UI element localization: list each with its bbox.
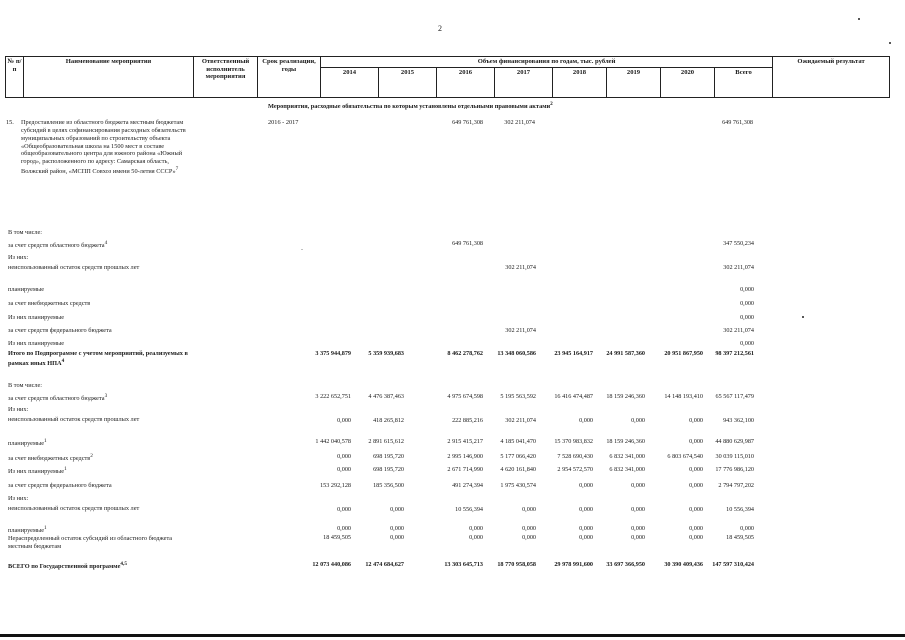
cell-value: 0,000	[689, 482, 703, 489]
cell-value: 44 880 629,987	[715, 438, 754, 445]
page-number: 2	[438, 24, 442, 33]
item-name	[21, 119, 189, 176]
row-label	[8, 438, 188, 448]
item-value-total: 649 761,308	[722, 119, 753, 126]
cell-value: 20 951 867,950	[664, 350, 703, 357]
cell-value: 1 975 430,574	[500, 482, 536, 489]
footnote-mark: 1	[43, 438, 47, 444]
cell-value: 943 362,100	[723, 417, 754, 424]
item-value-2017: 302 211,074	[504, 119, 535, 126]
row-label-text: Из них планируемые	[8, 314, 65, 321]
row-label-text: Из них:	[8, 406, 29, 413]
row-label-text: за счет внебюджетных средств	[8, 455, 91, 463]
col-name-header: Наименование мероприятия	[24, 57, 194, 98]
cell-value: 6 803 674,540	[667, 453, 703, 460]
cell-value: 0,000	[740, 314, 754, 321]
row-label	[8, 229, 188, 237]
row-label-text: неиспользованный остаток средств прошлых лет	[8, 264, 140, 271]
row-label	[8, 406, 188, 414]
cell-value: 153 292,128	[320, 482, 351, 489]
row-label-text: за счет средств областного бюджета	[8, 242, 105, 250]
cell-value: 33 697 366,950	[606, 561, 645, 568]
row-label-text: за счет внебюджетных средств	[8, 300, 91, 307]
year-header: 2017	[495, 67, 553, 97]
row-label-text: В том числе:	[8, 382, 43, 389]
cell-value: 8 462 278,762	[447, 350, 483, 357]
section-title-footnote: 2	[550, 101, 553, 107]
row-label-text: неиспользованный остаток средств прошлых лет	[8, 505, 140, 512]
cell-value: 0,000	[689, 525, 703, 532]
cell-value: 1 442 040,578	[315, 438, 351, 445]
year-header: 2016	[437, 67, 495, 97]
row-label	[8, 535, 188, 551]
year-header: 2014	[321, 67, 379, 97]
footnote-mark: 2	[90, 453, 93, 459]
cell-value: 18 459,505	[726, 534, 754, 541]
cell-value: 23 945 164,917	[554, 350, 593, 357]
cell-value: 0,000	[579, 417, 593, 424]
cell-value: 2 954 572,570	[557, 466, 593, 473]
cell-value: 3 222 652,751	[315, 393, 351, 400]
cell-value: 0,000	[579, 482, 593, 489]
cell-value: 649 761,308	[452, 240, 483, 247]
cell-value: 0,000	[689, 417, 703, 424]
cell-value: 0,000	[579, 525, 593, 532]
scan-speck	[889, 42, 891, 44]
row-label	[8, 314, 188, 322]
row-label	[8, 340, 188, 348]
row-label-text: планируемые	[8, 527, 44, 535]
row-label-text: планируемые	[8, 286, 44, 293]
row-label-text: за счет средств областного бюджета	[8, 395, 105, 403]
row-label	[8, 382, 188, 390]
cell-value: 0,000	[337, 453, 351, 460]
cell-value: 147 597 310,424	[712, 561, 754, 568]
year-header: 2015	[379, 67, 437, 97]
cell-value: 4 975 674,598	[447, 393, 483, 400]
cell-value: 65 567 117,479	[715, 393, 754, 400]
cell-value: 6 832 341,000	[609, 466, 645, 473]
cell-value: 2 915 415,217	[447, 438, 483, 445]
footnote-mark: 3	[104, 393, 108, 399]
header-table	[5, 56, 890, 98]
item-value-2016: 649 761,308	[452, 119, 483, 126]
cell-value: 0,000	[631, 506, 645, 513]
cell-value: 16 416 474,487	[554, 393, 593, 400]
row-label	[8, 525, 188, 535]
footnote-mark: 4	[61, 357, 65, 364]
cell-value: 0,000	[740, 286, 754, 293]
cell-value: 13 348 060,586	[497, 350, 536, 357]
section-title-text: Мероприятия, расходные обязательства по которым установлены отдельными правовыми актами	[268, 103, 551, 111]
cell-value: 18 159 246,360	[606, 393, 645, 400]
row-label	[8, 300, 188, 308]
cell-value: 0,000	[522, 506, 536, 513]
footnote-mark: 1	[43, 525, 47, 531]
cell-value: 98 397 212,561	[715, 350, 754, 357]
year-header: 2020	[661, 67, 715, 97]
cell-value: 12 474 684,627	[365, 561, 404, 568]
cell-value: 222 885,216	[452, 417, 483, 424]
cell-value: 2 995 146,900	[447, 453, 483, 460]
cell-value: 0,000	[579, 534, 593, 541]
cell-value: 0,000	[337, 417, 351, 424]
cell-value: 302 211,074	[505, 417, 536, 424]
col-period-header: Срок реализации, годы	[258, 57, 321, 98]
row-label	[8, 466, 188, 476]
row-label	[8, 240, 188, 250]
row-label-text: В том числе:	[8, 229, 43, 236]
cell-value: 0,000	[740, 340, 754, 347]
cell-value: 0,000	[579, 506, 593, 513]
cell-value: 0,000	[390, 525, 404, 532]
row-label-text: Из них планируемые	[8, 340, 65, 347]
row-label	[8, 264, 188, 272]
cell-value: 30 039 115,010	[715, 453, 754, 460]
cell-value: 5 177 066,420	[500, 453, 536, 460]
cell-value: 698 195,720	[373, 466, 404, 473]
cell-value: 3 375 944,879	[315, 350, 351, 357]
cell-value: 0,000	[689, 534, 703, 541]
cell-value: 0,000	[469, 534, 483, 541]
row-label	[8, 350, 188, 368]
year-header: 2018	[553, 67, 607, 97]
total-header: Всего	[715, 67, 773, 97]
cell-value: 2 794 797,202	[718, 482, 754, 489]
cell-value: 24 991 587,360	[606, 350, 645, 357]
row-label-text: Из них:	[8, 495, 29, 502]
year-header: 2019	[607, 67, 661, 97]
row-label-text: неиспользованный остаток средств прошлых лет	[8, 416, 140, 423]
cell-value: 14 148 193,410	[664, 393, 703, 400]
col-funding-header: Объем финансирования по годам, тыс. рублей	[321, 57, 773, 68]
cell-value: 0,000	[740, 300, 754, 307]
cell-value: 15 370 983,832	[554, 438, 593, 445]
cell-value: 6 832 341,000	[609, 453, 645, 460]
cell-value: 29 978 991,600	[554, 561, 593, 568]
row-label-text: Нераспределенный остаток субсидий из областного бюджета местным бюджетам	[8, 535, 173, 550]
mark: -	[301, 247, 303, 253]
row-label	[8, 393, 188, 403]
row-label	[8, 254, 188, 262]
cell-value: 0,000	[631, 525, 645, 532]
col-executor-header: Ответственный исполнитель мероприятия	[194, 57, 258, 98]
footnote-mark: 1	[64, 466, 67, 472]
cell-value: 302 211,074	[723, 264, 754, 271]
row-label	[8, 327, 188, 335]
cell-value: 302 211,074	[723, 327, 754, 334]
row-label-text: за счет средств федерального бюджета	[8, 482, 112, 489]
row-label-text: Итого по Подпрограмме с учетом мероприятий, реализуемых в рамках иных НПА	[8, 350, 188, 367]
cell-value: 302 211,074	[505, 327, 536, 334]
cell-value: 18 459,505	[323, 534, 351, 541]
row-label-text: Из них:	[8, 254, 29, 261]
cell-value: 4 476 387,463	[368, 393, 404, 400]
row-label	[8, 416, 188, 424]
cell-value: 7 528 690,430	[557, 453, 593, 460]
cell-value: 0,000	[740, 525, 754, 532]
row-label	[8, 286, 188, 294]
row-label-text: планируемые	[8, 440, 44, 448]
cell-value: 0,000	[631, 534, 645, 541]
cell-value: 0,000	[522, 534, 536, 541]
page-bottom-border	[0, 634, 905, 637]
item-period: 2016 - 2017	[268, 119, 299, 126]
cell-value: 0,000	[631, 417, 645, 424]
cell-value: 18 770 958,058	[497, 561, 536, 568]
cell-value: 0,000	[390, 506, 404, 513]
row-label	[8, 561, 188, 571]
cell-value: 5 195 563,592	[500, 393, 536, 400]
cell-value: 2 671 714,990	[447, 466, 483, 473]
cell-value: 0,000	[390, 534, 404, 541]
row-label	[8, 495, 188, 503]
col-number-header: № п/п	[6, 57, 24, 98]
cell-value: 698 195,720	[373, 453, 404, 460]
scan-speck	[858, 18, 860, 20]
cell-value: 347 550,234	[723, 240, 754, 247]
cell-value: 0,000	[689, 466, 703, 473]
row-label	[8, 505, 188, 513]
cell-value: 5 359 939,683	[368, 350, 404, 357]
cell-value: 2 891 615,612	[368, 438, 404, 445]
row-label-text: за счет средств федерального бюджета	[8, 327, 112, 334]
cell-value: 18 159 246,360	[606, 438, 645, 445]
cell-value: 0,000	[337, 525, 351, 532]
row-label	[8, 453, 188, 463]
row-label-text: ВСЕГО по Государственной программе	[8, 563, 121, 571]
cell-value: 491 274,394	[452, 482, 483, 489]
cell-value: 0,000	[337, 506, 351, 513]
cell-value: 0,000	[337, 466, 351, 473]
row-label-text: Из них планируемые	[8, 468, 65, 476]
row-label	[8, 482, 188, 490]
col-result-header: Ожидаемый результат	[773, 57, 890, 98]
item-name-footnote: 7	[175, 166, 179, 173]
cell-value: 0,000	[469, 525, 483, 532]
cell-value: 0,000	[689, 438, 703, 445]
section-title	[268, 101, 553, 110]
cell-value: 0,000	[631, 482, 645, 489]
cell-value: 30 390 409,436	[664, 561, 703, 568]
scan-speck	[802, 316, 804, 318]
cell-value: 418 265,812	[373, 417, 404, 424]
cell-value: 10 556,394	[455, 506, 483, 513]
item-number: 15.	[6, 119, 14, 126]
cell-value: 302 211,074	[505, 264, 536, 271]
item-name-text: Предоставление из областного бюджета местным бюджетам субсидий в целях софинансирования расходных обязательств муниципальных образований по строительству объекта «Общеобразовательная школа на 1500 мест в составе общеобразовательного центра для южного района «Южный город», расположенного по адресу: Самарская область, Волжский район, «МСПП Совхоз имени 50-летия СССР»	[21, 119, 186, 176]
cell-value: 0,000	[522, 525, 536, 532]
cell-value: 0,000	[689, 506, 703, 513]
cell-value: 185 356,500	[373, 482, 404, 489]
cell-value: 4 620 161,840	[500, 466, 536, 473]
cell-value: 12 073 440,086	[312, 561, 351, 568]
cell-value: 17 776 986,120	[715, 466, 754, 473]
cell-value: 13 303 645,713	[444, 561, 483, 568]
cell-value: 4 185 041,470	[500, 438, 536, 445]
cell-value: 10 556,394	[726, 506, 754, 513]
footnote-mark: 4,5	[120, 561, 127, 567]
footnote-mark: 4	[104, 240, 108, 246]
